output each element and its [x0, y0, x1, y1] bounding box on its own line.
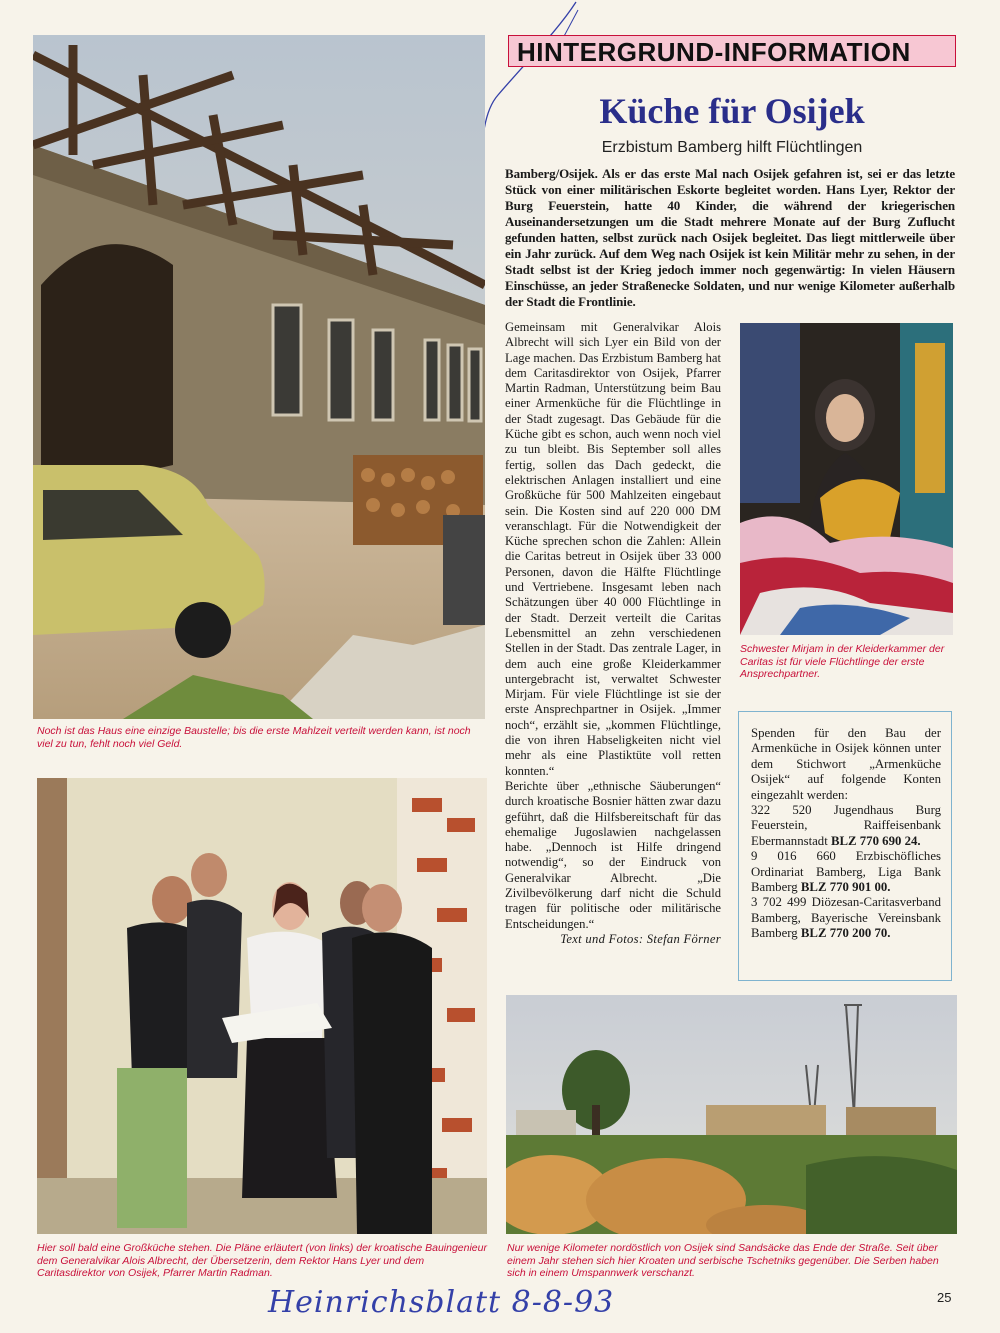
donation-intro: Spenden für den Bau der Armenküche in Osijek können unter dem Stichwort „Armenküche Osijek“ auf folgende Konten eingezahlt werden: [751, 726, 941, 802]
donation-account-2-blz: BLZ 770 901 00. [800, 880, 891, 895]
donation-account-2-text: 9 016 660 Erzbischöfliches Ordinariat Bamberg, Liga Bank Bamberg [751, 849, 941, 895]
donation-info-box [738, 711, 952, 981]
donation-account-1-text: 322 520 Jugendhaus Burg Feuerstein, Raiffeisenbank Ebermannstadt [751, 803, 941, 848]
donation-account-3 [751, 895, 941, 941]
donation-account-1-blz: BLZ 770 690 24. [830, 833, 921, 848]
article-subtitle: Erzbistum Bamberg hilft Flüchtlingen [601, 139, 863, 156]
caption-construction-site: Noch ist das Haus eine einzige Baustelle; bis die erste Mahlzeit verteilt werden kann, ist noch viel zu tun, fehlt noch viel Geld. [37, 725, 471, 750]
caption-sandbags: Nur wenige Kilometer nordöstlich von Osijek sind Sandsäcke das Ende der Straße. Seit über einem Jahr stehen sich hier Kroaten und serbische Tschetniks gegenüber. Die Serben haben sich in einem Umspannwerk verschanzt. [507, 1242, 939, 1279]
photo-group-plans [37, 778, 487, 1234]
donation-account-1 [751, 803, 941, 849]
article-lead: Bamberg/Osijek. Als er das erste Mal nach Osijek gefahren ist, sei er das letzte Stück von einer militärischen Eskorte begleitet worden. Hans Lyer, Rektor der Burg Feuerstein, hatte 40 Kinder, die während der kriegerischen Auseinandersetzungen um die Stadt mehrere Monate auf der Burg Zuflucht gefunden hatten, selbst zurück nach Osijek begleitet. Das liegt mittlerweile über ein Jahr zurück. Auf dem Weg nach Osijek ist kein Militär mehr zu sehen, in der Stadt selbst ist der Krieg jedoch immer noch gegenwärtig: In vielen Häusern Einschüsse, an jeder Straßenecke Soldaten, und nur wenige Kilometer außerhalb der Stadt die Frontlinie. [505, 166, 955, 309]
body-paragraph: Gemeinsam mit Generalvikar Alois Albrecht will sich Lyer ein Bild von der Lage machen. Das Erzbistum Bamberg hat dem Caritasdirektor von Osijek, Pfarrer Martin Radman, Unterstützung beim Bau einer Armenküche für die Flüchtlinge in der Stadt zugesagt. Das Gebäude für die Küche gibt es schon, auch wenn noch viel zu tun bleibt. Bis September soll alles fertig, sollen das Dach gedeckt, die elektrischen Anlagen installiert und eine Großküche für 500 Mahlzeiten eingebaut sein. Die Kosten sind auf 220 000 DM veranschlagt. Für die Notwendigkeit der Küche sprechen schon die Zahlen: Allein die Caritas betreut in Osijek über 33 000 Personen, davon die Hälfte Flüchtlinge und Vertriebene. Insgesamt leben nach Schätzungen über 40 000 Flüchtlinge in der Stadt. Derzeit verteilt die Caritas Lebensmittel an zehn verschiedenen Stellen in der Stadt. Das zentrale Lager, in dem auch eine große Kleiderkammer untergebracht ist, verwaltet Schwester Mirjam. Für viele Flüchtlinge ist sie der erste Ansprechpartner in Osijek. „Immer noch“, erzählt sie, „kommen Flüchtlinge, die von ihren Habseligkeiten nicht viel mehr als eine Plastiktüte voll retten konnten.“ [505, 320, 721, 778]
page-number: 25 [937, 1290, 952, 1305]
photo-sandbags [506, 995, 957, 1234]
handwritten-source-note: Heinrichsblatt 8-8-93 [268, 1285, 615, 1320]
body-paragraph: Berichte über „ethnische Säuberungen“ durch kroatische Bosnier hätten zwar dazu geführt, daß die Hilfsbereitschaft für das ehemalige Jugoslawien nachgelassen habe. „Dennoch ist Hilfe dringend notwendig“, so der Eindruck von Generalvikar Albrecht. „Die Zivilbevölkerung darf nicht die Schuld tragen für politische oder militärische Entscheidungen.“ [505, 778, 721, 931]
caption-group-plans: Hier soll bald eine Großküche stehen. Die Pläne erläutert (von links) der kroatische Bauingenieur dem Generalvikar Alois Albrecht, der Übersetzerin, dem Rektor Hans Lyer und dem Caritasdirektor von Osijek, Pfarrer Martin Radman. [37, 1242, 487, 1279]
donation-account-3-text: 3 702 499 Diözesan-Caritasverband Bamberg, Bayerische Vereinsbank Bamberg [751, 895, 941, 941]
section-label-bar [508, 35, 956, 67]
photo-credit: Text und Fotos: Stefan Förner [560, 931, 721, 946]
photo-construction-site [33, 35, 485, 719]
article-title: Küche für Osijek [599, 91, 865, 131]
section-label: HINTERGRUND-INFORMATION [517, 37, 911, 67]
photo-sister-mirjam [740, 323, 953, 635]
caption-sister-mirjam: Schwester Mirjam in der Kleiderkammer der Caritas ist für viele Flüchtlinge der erste Ansprechpartner. [740, 643, 945, 680]
donation-account-2 [751, 849, 941, 895]
donation-account-3-blz: BLZ 770 200 70. [800, 926, 891, 941]
article-body [505, 320, 721, 947]
